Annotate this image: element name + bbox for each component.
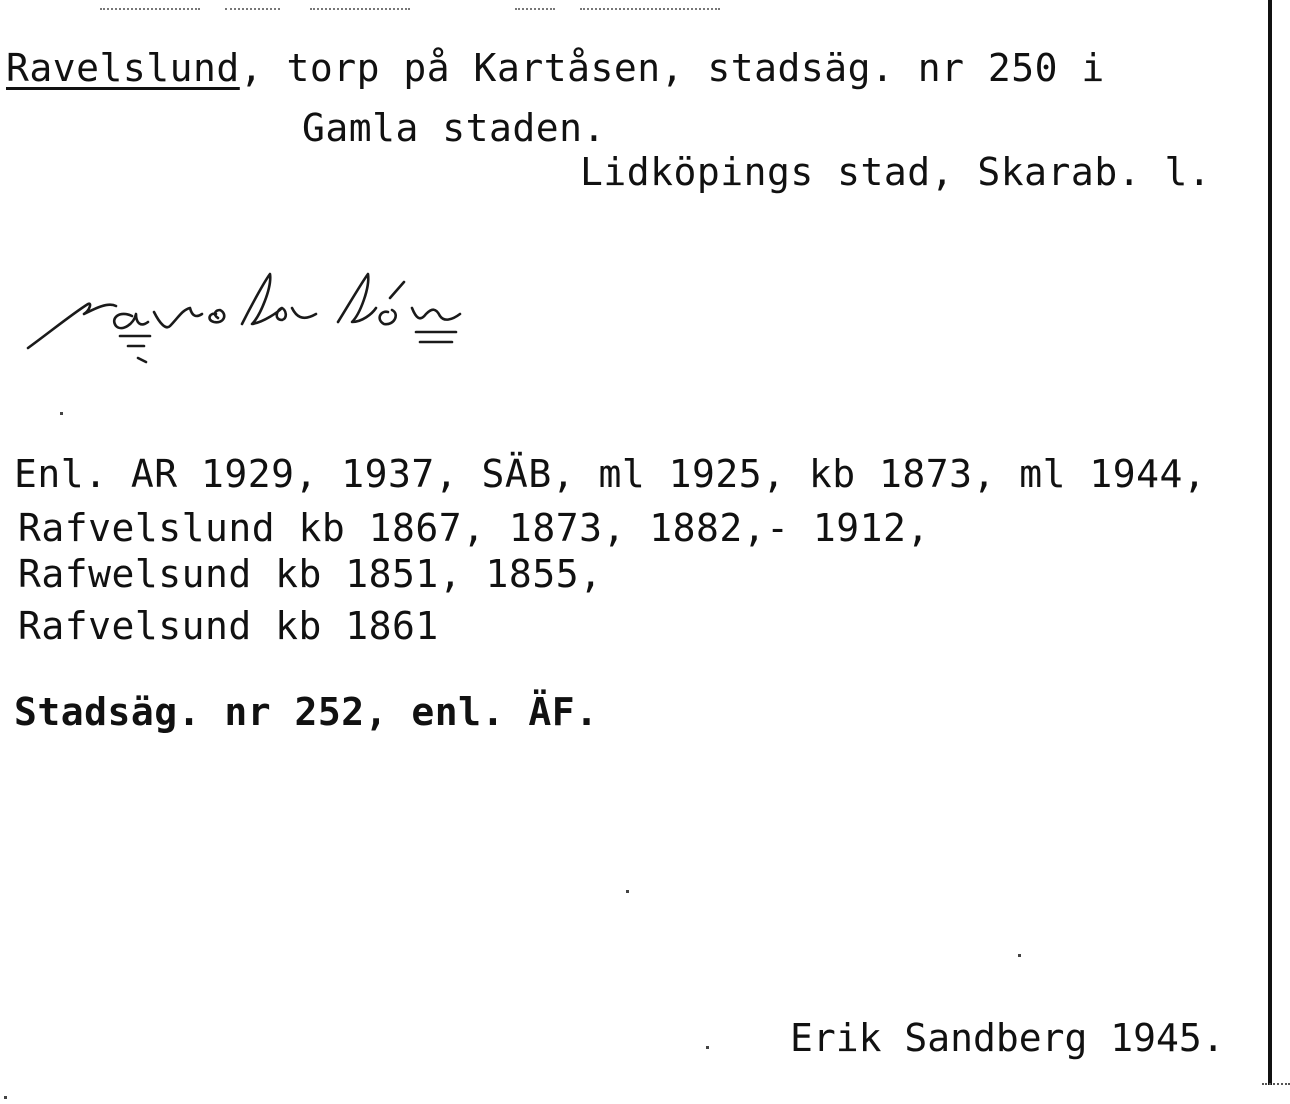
scan-artifact <box>515 8 555 10</box>
scan-speck <box>626 890 629 893</box>
card-right-edge <box>1268 0 1272 1085</box>
scan-artifact <box>310 8 410 10</box>
scan-speck <box>4 1096 7 1099</box>
property-note: Stadsäg. nr 252, enl. ÄF. <box>14 690 599 734</box>
headword-description: , torp på Kartåsen, stadsäg. nr 250 i <box>239 46 1105 90</box>
signature: Erik Sandberg 1945. <box>790 1016 1225 1060</box>
source-line-3: Rafwelsund kb 1851, 1855, <box>18 552 603 596</box>
source-line-2: Rafvelslund kb 1867, 1873, 1882,- 1912, <box>18 506 930 550</box>
scan-artifact <box>100 8 200 10</box>
location-line: Gamla staden. <box>302 106 606 150</box>
scan-artifact <box>225 8 280 10</box>
scan-artifact <box>580 8 720 10</box>
handwritten-pronunciation <box>20 252 590 382</box>
headword: Ravelslund <box>6 46 240 90</box>
scan-speck <box>1018 954 1021 957</box>
source-line-1: Enl. AR 1929, 1937, SÄB, ml 1925, kb 1873, ml 1944, <box>14 452 1207 496</box>
source-line-4: Rafvelsund kb 1861 <box>18 604 439 648</box>
scan-speck <box>706 1046 709 1049</box>
scan-speck <box>60 412 63 415</box>
header-line <box>6 46 1105 90</box>
municipality-line: Lidköpings stad, Skarab. l. <box>580 150 1212 194</box>
card-bottom-edge <box>1262 1083 1290 1085</box>
